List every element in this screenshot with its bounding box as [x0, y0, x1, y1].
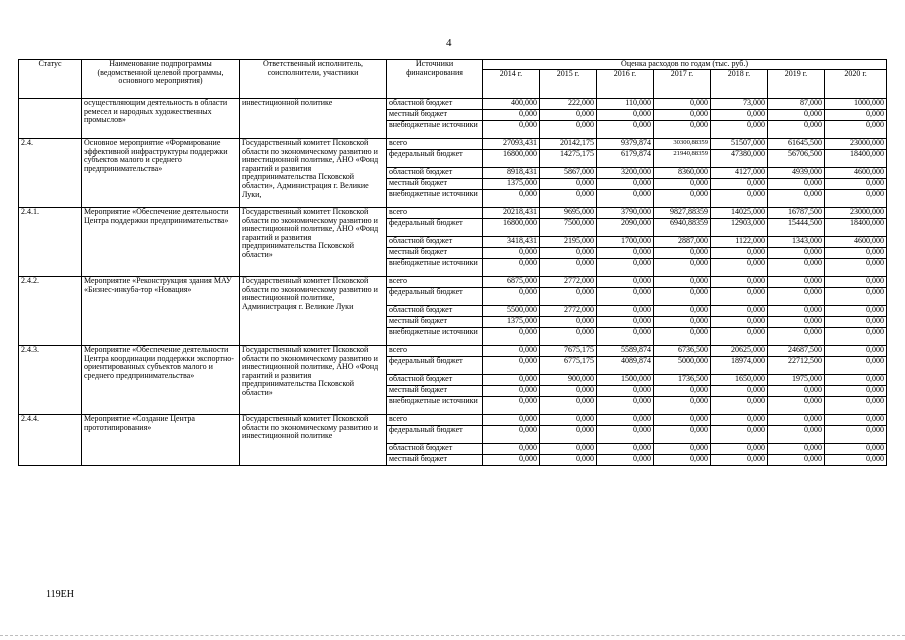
row-value: 0,000 — [825, 110, 887, 121]
row-value: 0,000 — [540, 317, 597, 328]
row-name: Мероприятие «Реконструкция здания МАУ «Бизнес-инкуба-тор «Новация» — [82, 277, 240, 346]
row-value: 0,000 — [540, 386, 597, 397]
row-value: 0,000 — [768, 306, 825, 317]
row-value: 0,000 — [654, 190, 711, 208]
row-value: 0,000 — [597, 426, 654, 444]
row-value: 0,000 — [483, 357, 540, 375]
row-value: 0,000 — [768, 277, 825, 288]
row-source: местный бюджет — [387, 248, 483, 259]
row-source: местный бюджет — [387, 386, 483, 397]
row-value: 0,000 — [654, 259, 711, 277]
scan-edge-line — [0, 635, 905, 636]
row-value: 0,000 — [654, 444, 711, 455]
row-value: 0,000 — [540, 121, 597, 139]
row-source: внебюджетные источники — [387, 190, 483, 208]
row-value: 0,000 — [825, 357, 887, 375]
row-value: 0,000 — [597, 288, 654, 306]
row-value: 0,000 — [768, 328, 825, 346]
row-source: внебюджетные источники — [387, 328, 483, 346]
row-source: всего — [387, 208, 483, 219]
row-value: 0,000 — [825, 288, 887, 306]
row-value: 1700,000 — [597, 237, 654, 248]
row-value: 3790,000 — [597, 208, 654, 219]
row-value: 21940,88359 — [654, 150, 711, 168]
row-value: 0,000 — [483, 397, 540, 415]
row-value: 0,000 — [654, 179, 711, 190]
row-value: 0,000 — [597, 248, 654, 259]
row-value: 0,000 — [483, 259, 540, 277]
row-value: 110,000 — [597, 99, 654, 110]
row-value: 5000,000 — [654, 357, 711, 375]
row-value: 0,000 — [483, 288, 540, 306]
row-value: 0,000 — [654, 317, 711, 328]
row-value: 0,000 — [540, 248, 597, 259]
header-year: 2018 г. — [711, 70, 768, 99]
row-source: всего — [387, 277, 483, 288]
row-value: 4939,000 — [768, 168, 825, 179]
row-value: 0,000 — [825, 190, 887, 208]
header-expenses: Оценка расходов по годам (тыс. руб.) — [483, 60, 887, 70]
header-year: 2020 г. — [825, 70, 887, 99]
row-value: 0,000 — [825, 248, 887, 259]
row-value: 0,000 — [654, 121, 711, 139]
row-value: 56706,500 — [768, 150, 825, 168]
row-value: 73,000 — [711, 99, 768, 110]
row-source: федеральный бюджет — [387, 150, 483, 168]
row-value: 5500,000 — [483, 306, 540, 317]
row-value: 0,000 — [540, 179, 597, 190]
row-name: Мероприятие «Обеспечение деятельности Центра поддержки предпринимательства» — [82, 208, 240, 277]
row-value: 0,000 — [654, 306, 711, 317]
row-executor: Государственный комитет Псковской области по экономическому развитию и инвестиционной политике, АНО «Фонд гарантий и развития предпринимательства Псковской области», Администрация г. Великие Луки, — [240, 139, 387, 208]
row-value: 8360,000 — [654, 168, 711, 179]
row-value: 0,000 — [654, 288, 711, 306]
row-value: 0,000 — [597, 179, 654, 190]
document-code: 119ЕН — [46, 589, 74, 600]
row-value: 0,000 — [540, 397, 597, 415]
expenses-table — [18, 59, 887, 466]
row-value: 0,000 — [654, 386, 711, 397]
row-value: 0,000 — [654, 455, 711, 466]
row-value: 0,000 — [768, 121, 825, 139]
row-value: 16787,500 — [768, 208, 825, 219]
row-value: 18400,000 — [825, 150, 887, 168]
row-value: 0,000 — [483, 346, 540, 357]
row-value: 0,000 — [768, 415, 825, 426]
header-status: Статус — [19, 60, 82, 99]
row-value: 0,000 — [711, 328, 768, 346]
row-value: 0,000 — [654, 426, 711, 444]
row-value: 0,000 — [825, 306, 887, 317]
row-value: 0,000 — [768, 259, 825, 277]
header-year: 2017 г. — [654, 70, 711, 99]
row-source: областной бюджет — [387, 375, 483, 386]
row-value: 0,000 — [483, 386, 540, 397]
row-value: 0,000 — [711, 386, 768, 397]
row-value: 6875,000 — [483, 277, 540, 288]
row-value: 6736,500 — [654, 346, 711, 357]
row-value: 1500,000 — [597, 375, 654, 386]
table-row — [19, 208, 887, 219]
table-row — [19, 139, 887, 150]
row-value: 0,000 — [768, 317, 825, 328]
row-value: 0,000 — [597, 455, 654, 466]
table-row — [19, 346, 887, 357]
row-value: 0,000 — [711, 397, 768, 415]
row-value: 20142,175 — [540, 139, 597, 150]
row-value: 0,000 — [540, 415, 597, 426]
row-value: 12903,000 — [711, 219, 768, 237]
row-value: 5867,000 — [540, 168, 597, 179]
row-value: 27093,431 — [483, 139, 540, 150]
row-value: 3200,000 — [597, 168, 654, 179]
row-source: внебюджетные источники — [387, 121, 483, 139]
row-value: 6775,175 — [540, 357, 597, 375]
row-status: 2.4.1. — [19, 208, 82, 277]
row-value: 16800,000 — [483, 219, 540, 237]
row-value: 1975,000 — [768, 375, 825, 386]
row-value: 0,000 — [597, 386, 654, 397]
row-value: 0,000 — [597, 306, 654, 317]
header-year: 2016 г. — [597, 70, 654, 99]
row-value: 0,000 — [768, 444, 825, 455]
row-value: 0,000 — [825, 346, 887, 357]
row-value: 2195,000 — [540, 237, 597, 248]
row-value: 23000,000 — [825, 139, 887, 150]
row-name: Мероприятие «Создание Центра прототипирования» — [82, 415, 240, 466]
table-row — [19, 277, 887, 288]
row-value: 51507,000 — [711, 139, 768, 150]
row-source: всего — [387, 139, 483, 150]
row-value: 0,000 — [825, 277, 887, 288]
row-value: 2090,000 — [597, 219, 654, 237]
row-value: 30300,88359 — [654, 139, 711, 150]
row-executor: Государственный комитет Псковской области по экономическому развитию и инвестиционной политике, АНО «Фонд гарантий и развития предпринимательства Псковской области» — [240, 208, 387, 277]
row-value: 0,000 — [711, 317, 768, 328]
row-value: 0,000 — [711, 415, 768, 426]
row-value: 0,000 — [540, 190, 597, 208]
row-source: местный бюджет — [387, 110, 483, 121]
row-value: 0,000 — [825, 386, 887, 397]
row-name: Мероприятие «Обеспечение деятельности Центра координации поддержки экспортно-ориентированных субъектов малого и среднего предпринимательства» — [82, 346, 240, 415]
header-sources: Источники финансирования — [387, 60, 483, 99]
row-source: федеральный бюджет — [387, 357, 483, 375]
row-value: 20625,000 — [711, 346, 768, 357]
header-year: 2014 г. — [483, 70, 540, 99]
row-source: областной бюджет — [387, 237, 483, 248]
row-executor: Государственный комитет Псковской области по экономическому развитию и инвестиционной политике — [240, 415, 387, 466]
row-value: 0,000 — [711, 179, 768, 190]
row-value: 222,000 — [540, 99, 597, 110]
row-value: 6940,88359 — [654, 219, 711, 237]
row-value: 24687,500 — [768, 346, 825, 357]
row-source: местный бюджет — [387, 317, 483, 328]
row-source: областной бюджет — [387, 99, 483, 110]
row-source: местный бюджет — [387, 455, 483, 466]
row-value: 0,000 — [483, 328, 540, 346]
row-value: 0,000 — [711, 259, 768, 277]
row-value: 900,000 — [540, 375, 597, 386]
row-value: 0,000 — [825, 121, 887, 139]
row-value: 1375,000 — [483, 317, 540, 328]
row-value: 0,000 — [654, 415, 711, 426]
row-value: 0,000 — [483, 190, 540, 208]
row-value: 0,000 — [597, 190, 654, 208]
row-value: 0,000 — [768, 455, 825, 466]
row-value: 0,000 — [768, 110, 825, 121]
row-value: 87,000 — [768, 99, 825, 110]
row-value: 0,000 — [825, 397, 887, 415]
row-value: 0,000 — [540, 328, 597, 346]
row-value: 0,000 — [825, 259, 887, 277]
row-value: 15444,500 — [768, 219, 825, 237]
row-value: 7675,175 — [540, 346, 597, 357]
row-value: 0,000 — [711, 306, 768, 317]
row-value: 0,000 — [597, 328, 654, 346]
row-value: 18974,000 — [711, 357, 768, 375]
row-value: 2772,000 — [540, 277, 597, 288]
row-value: 1650,000 — [711, 375, 768, 386]
row-value: 0,000 — [768, 190, 825, 208]
row-value: 0,000 — [540, 426, 597, 444]
row-value: 8918,431 — [483, 168, 540, 179]
row-value: 18400,000 — [825, 219, 887, 237]
row-name: осуществляющим деятельность в области ремесел и народных художественных промыслов» — [82, 99, 240, 139]
row-value: 0,000 — [597, 277, 654, 288]
row-source: всего — [387, 346, 483, 357]
row-value: 400,000 — [483, 99, 540, 110]
row-value: 1375,000 — [483, 179, 540, 190]
row-value: 0,000 — [711, 248, 768, 259]
row-value: 1736,500 — [654, 375, 711, 386]
row-value: 20218,431 — [483, 208, 540, 219]
row-value: 0,000 — [654, 99, 711, 110]
row-value: 4089,874 — [597, 357, 654, 375]
row-status: 2.4.2. — [19, 277, 82, 346]
row-source: местный бюджет — [387, 179, 483, 190]
row-value: 2772,000 — [540, 306, 597, 317]
header-year: 2015 г. — [540, 70, 597, 99]
row-value: 0,000 — [711, 121, 768, 139]
row-source: федеральный бюджет — [387, 426, 483, 444]
row-value: 0,000 — [711, 455, 768, 466]
row-value: 0,000 — [711, 277, 768, 288]
header-executor: Ответственный исполнитель, соисполнители, участники — [240, 60, 387, 99]
row-value: 0,000 — [825, 426, 887, 444]
row-name: Основное мероприятие «Формирование эффективной инфраструктуры поддержки субъектов малого и среднего предпринимательства» — [82, 139, 240, 208]
row-source: всего — [387, 415, 483, 426]
row-value: 0,000 — [654, 328, 711, 346]
table-row — [19, 99, 887, 110]
row-value: 0,000 — [483, 248, 540, 259]
row-value: 0,000 — [597, 121, 654, 139]
row-value: 14275,175 — [540, 150, 597, 168]
row-value: 7500,000 — [540, 219, 597, 237]
row-value: 0,000 — [654, 248, 711, 259]
row-executor: Государственный комитет Псковской области по экономическому развитию и инвестиционной политике, АНО «Фонд гарантий и развития предпринимательства Псковской области» — [240, 346, 387, 415]
row-value: 0,000 — [825, 317, 887, 328]
row-value: 0,000 — [597, 317, 654, 328]
row-value: 0,000 — [483, 121, 540, 139]
row-status: 2.4. — [19, 139, 82, 208]
row-value: 0,000 — [540, 455, 597, 466]
row-value: 0,000 — [768, 179, 825, 190]
row-value: 0,000 — [483, 415, 540, 426]
row-value: 5589,874 — [597, 346, 654, 357]
row-value: 0,000 — [597, 110, 654, 121]
row-value: 9827,88359 — [654, 208, 711, 219]
header-name: Наименование подпрограммы (ведомственной целевой программы, основного мероприятия) — [82, 60, 240, 99]
row-value: 4600,000 — [825, 237, 887, 248]
row-source: областной бюджет — [387, 444, 483, 455]
row-value: 0,000 — [540, 259, 597, 277]
row-value: 0,000 — [597, 397, 654, 415]
row-source: внебюджетные источники — [387, 259, 483, 277]
row-value: 0,000 — [768, 288, 825, 306]
row-status — [19, 99, 82, 139]
row-source: федеральный бюджет — [387, 219, 483, 237]
row-value: 0,000 — [825, 179, 887, 190]
row-value: 4600,000 — [825, 168, 887, 179]
page-number: 4 — [446, 37, 452, 49]
row-value: 0,000 — [711, 190, 768, 208]
row-value: 0,000 — [597, 259, 654, 277]
row-value: 0,000 — [483, 455, 540, 466]
row-source: областной бюджет — [387, 168, 483, 179]
row-value: 3418,431 — [483, 237, 540, 248]
row-source: федеральный бюджет — [387, 288, 483, 306]
header-year: 2019 г. — [768, 70, 825, 99]
row-value: 1122,000 — [711, 237, 768, 248]
row-value: 47380,000 — [711, 150, 768, 168]
row-value: 0,000 — [825, 415, 887, 426]
row-value: 0,000 — [483, 444, 540, 455]
row-value: 0,000 — [768, 426, 825, 444]
row-executor: Государственный комитет Псковской области по экономическому развитию и инвестиционной политике, Администрация г. Великие Луки — [240, 277, 387, 346]
row-status: 2.4.3. — [19, 346, 82, 415]
row-value: 0,000 — [540, 288, 597, 306]
row-value: 0,000 — [711, 444, 768, 455]
row-source: областной бюджет — [387, 306, 483, 317]
row-executor: инвестиционной политике — [240, 99, 387, 139]
row-value: 23000,000 — [825, 208, 887, 219]
row-value: 4127,000 — [711, 168, 768, 179]
row-value: 0,000 — [654, 110, 711, 121]
row-value: 0,000 — [483, 375, 540, 386]
row-value: 1343,000 — [768, 237, 825, 248]
row-value: 2887,000 — [654, 237, 711, 248]
row-value: 0,000 — [654, 277, 711, 288]
row-value: 0,000 — [597, 415, 654, 426]
row-value: 0,000 — [825, 444, 887, 455]
row-value: 0,000 — [711, 288, 768, 306]
row-value: 0,000 — [597, 444, 654, 455]
table-row — [19, 415, 887, 426]
row-value: 0,000 — [540, 444, 597, 455]
row-value: 9379,874 — [597, 139, 654, 150]
row-value: 0,000 — [768, 386, 825, 397]
row-value: 0,000 — [768, 248, 825, 259]
row-value: 22712,500 — [768, 357, 825, 375]
row-value: 1000,000 — [825, 99, 887, 110]
row-status: 2.4.4. — [19, 415, 82, 466]
row-value: 0,000 — [825, 375, 887, 386]
row-value: 0,000 — [654, 397, 711, 415]
row-value: 9695,000 — [540, 208, 597, 219]
row-value: 0,000 — [483, 110, 540, 121]
row-value: 14025,000 — [711, 208, 768, 219]
row-value: 0,000 — [768, 397, 825, 415]
row-value: 6179,874 — [597, 150, 654, 168]
row-value: 16800,000 — [483, 150, 540, 168]
row-value: 0,000 — [711, 426, 768, 444]
row-source: внебюджетные источники — [387, 397, 483, 415]
row-value: 0,000 — [711, 110, 768, 121]
row-value: 0,000 — [483, 426, 540, 444]
row-value: 0,000 — [825, 328, 887, 346]
row-value: 0,000 — [540, 110, 597, 121]
row-value: 61645,500 — [768, 139, 825, 150]
row-value: 0,000 — [825, 455, 887, 466]
